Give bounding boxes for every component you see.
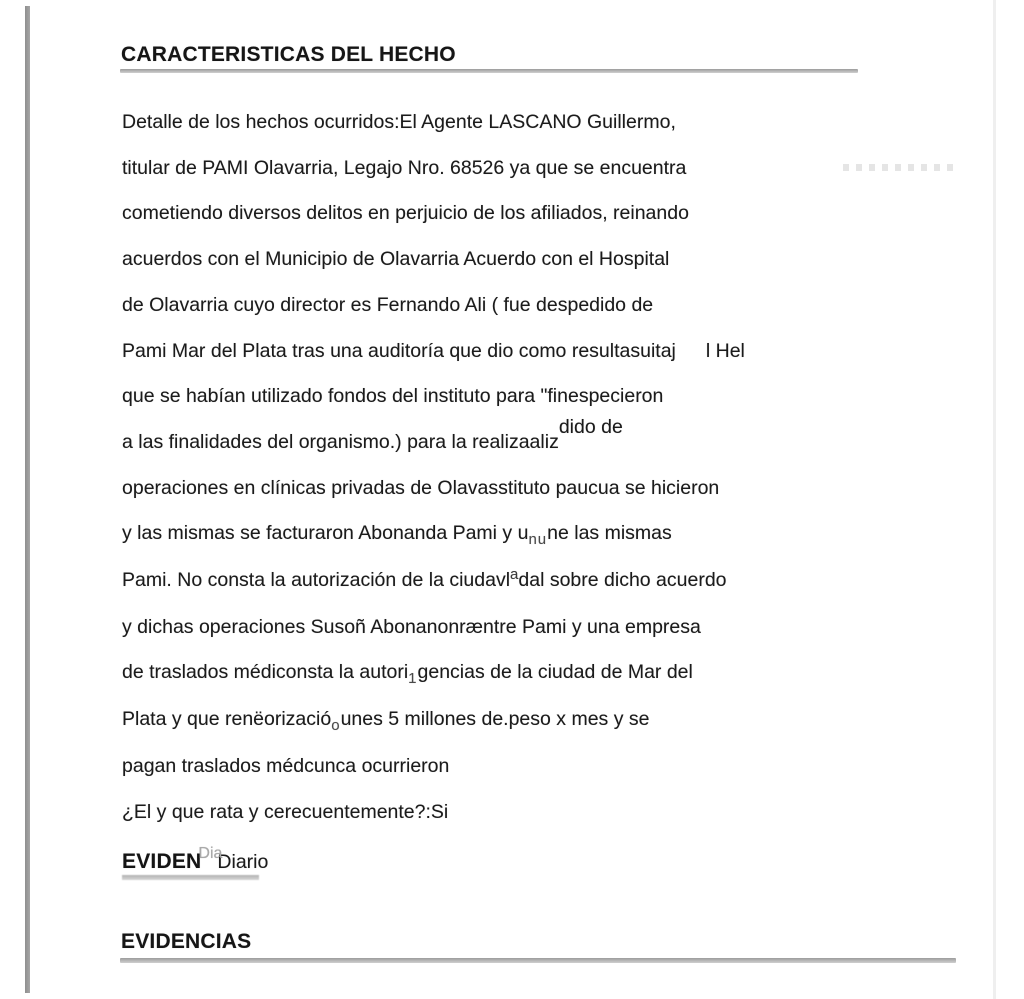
text-run: Pami. No consta la autorización de la ciudavl (122, 569, 511, 592)
heading-divider-caracteristicas (120, 69, 858, 73)
heading-divider-evidencias (120, 958, 956, 963)
text-line (122, 558, 1002, 605)
text-line (122, 697, 1002, 744)
text-line (122, 839, 1002, 887)
text-run: Dia (198, 845, 223, 863)
text-line (122, 466, 1002, 512)
text-line (122, 650, 1002, 697)
text-run: Pami Mar del Plata tras una auditoría que dio como resultasuitaj (122, 339, 676, 362)
section-heading-evidencias: EVIDENCIAS (121, 930, 252, 953)
text-line (122, 605, 1002, 651)
text-run: pagan traslados médcunca ocurrieron (122, 754, 450, 777)
text-line (122, 415, 1002, 466)
text-line (122, 191, 1002, 237)
text-line (122, 744, 1002, 790)
text-run: ¿El y que rata y cerecuentemente?:Si (122, 800, 449, 823)
text-line (122, 329, 1002, 375)
text-run: a las finalidades del organismo.) para la realizaaliz (122, 430, 559, 453)
text-line (122, 100, 1002, 146)
text-line (122, 237, 1002, 283)
text-run: EVIDEN (122, 850, 202, 874)
text-run: Detalle de los hechos ocurridos:El Agente LASCANO Guillermo, (122, 111, 676, 133)
text-line (122, 146, 1002, 192)
text-run: Plata y que renëorizació (122, 708, 332, 731)
text-line (122, 283, 1002, 329)
text-run: que se habían utilizado fondos del instituto para "finespecieron (122, 385, 664, 408)
text-run: l Hel (705, 339, 745, 362)
text-run: operaciones en clínicas privadas de Olavasstituto paucua se hicieron (122, 476, 720, 499)
text-run: acuerdos con el Municipio de Olavarria Acuerdo con el Hospital (122, 248, 670, 271)
text-run: titular de PAMI Olavarria, Legajo Nro. 68526 ya que se encuentra (122, 156, 687, 179)
text-run: cometiendo diversos delitos en perjuicio de los afiliados, reinando (122, 202, 689, 225)
text-run: unes 5 millones de.peso x mes y se (340, 708, 650, 731)
text-run: ne las mismas (547, 522, 672, 545)
text-run: gencias de la ciudad de Mar del (417, 661, 693, 684)
left-page-rule (25, 6, 30, 993)
text-run: a (510, 566, 519, 584)
text-line (122, 790, 1002, 836)
text-run: dido de (558, 415, 623, 438)
text-run: 1 (408, 670, 418, 688)
text-run: dal sobre dicho acuerdo (518, 569, 727, 592)
text-run: o (331, 717, 341, 735)
text-run: y dichas operaciones Susoñ Abonanonræntre Pami y una empresa (122, 615, 701, 638)
body-text (122, 100, 1002, 887)
text-run: y las mismas se facturaron Abonanda Pami y u (122, 522, 529, 545)
text-run: Diario (217, 851, 269, 874)
text-run: nu (528, 531, 548, 549)
text-run: de traslados médiconsta la autori (122, 661, 409, 684)
text-line (122, 511, 1002, 558)
text-run: de Olavarria cuyo director es Fernando Ali ( fue despedido de (122, 293, 654, 316)
section-heading-caracteristicas: CARACTERISTICAS DEL HECHO (121, 43, 456, 66)
eviden-underline (122, 875, 259, 880)
